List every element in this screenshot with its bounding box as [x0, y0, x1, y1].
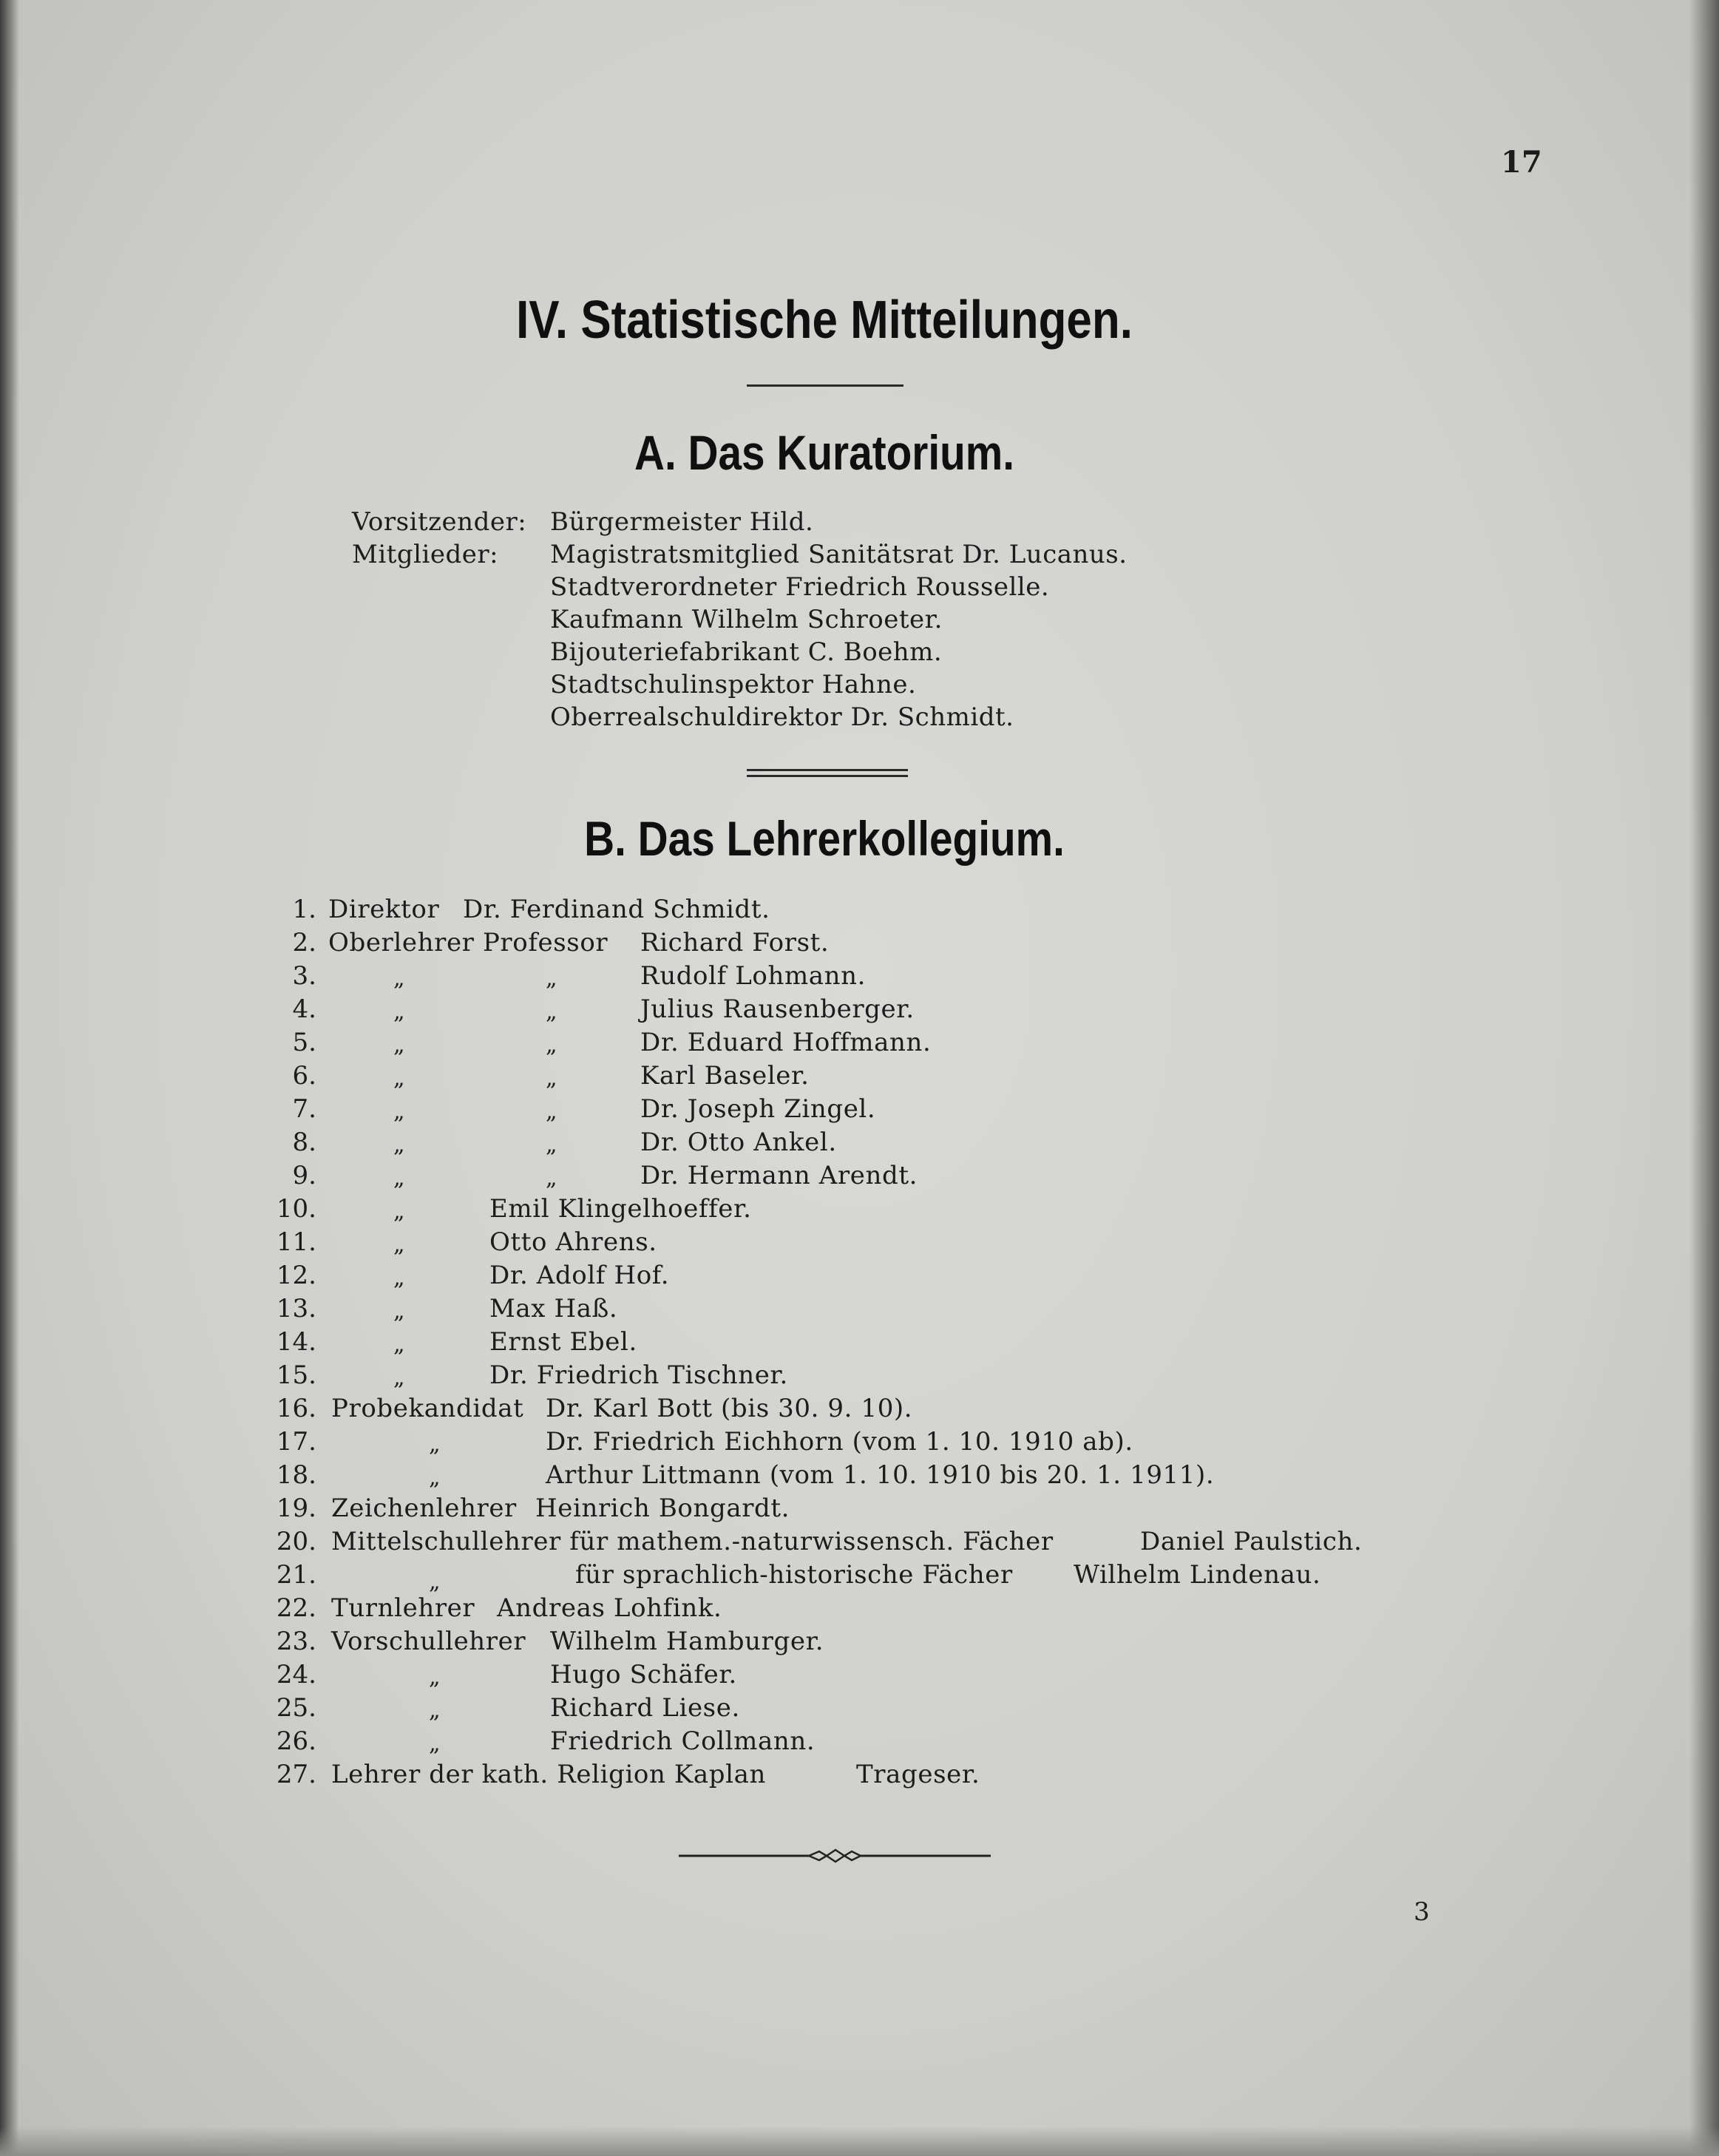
ditto-mark: „ [429, 1431, 441, 1457]
teacher-name: Rudolf Lohmann. [640, 961, 867, 991]
member-item: Oberrealschuldirektor Dr. Schmidt. [550, 702, 1014, 732]
teacher-title: Turnlehrer [331, 1593, 475, 1623]
teacher-name: Hugo Schäfer. [550, 1660, 737, 1689]
teacher-number: 5. [292, 1028, 316, 1057]
ditto-mark: „ [393, 1332, 405, 1357]
teacher-name: Dr. Friedrich Eichhorn (vom 1. 10. 1910 ab). [546, 1427, 1133, 1457]
teacher-name: Dr. Otto Ankel. [640, 1128, 837, 1157]
divider-rule [747, 775, 908, 777]
ditto-mark: „ [393, 966, 405, 991]
teacher-name: Dr. Karl Bott (bis 30. 9. 10). [546, 1394, 913, 1423]
ditto-mark: „ [429, 1731, 441, 1757]
teacher-name: Ernst Ebel. [489, 1327, 637, 1357]
teacher-number: 9. [292, 1161, 316, 1190]
teacher-name: Dr. Hermann Arendt. [640, 1161, 918, 1190]
ditto-mark: „ [546, 966, 557, 991]
teacher-name: Dr. Ferdinand Schmidt. [463, 895, 770, 924]
teacher-number: 11. [276, 1227, 316, 1257]
member-item: Stadtschulinspektor Hahne. [550, 670, 917, 699]
divider-rule [747, 384, 903, 387]
teacher-name: Dr. Friedrich Tischner. [489, 1360, 788, 1390]
teacher-number: 22. [276, 1593, 316, 1623]
ditto-mark: „ [546, 1032, 557, 1058]
teacher-name: Otto Ahrens. [489, 1227, 657, 1257]
divider-rule [747, 769, 908, 771]
ornament-knot [809, 1850, 861, 1862]
ditto-mark: „ [546, 1065, 557, 1091]
member-item: Bijouteriefabrikant C. Boehm. [550, 637, 943, 667]
member-item: Stadtverordneter Friedrich Rousselle. [550, 572, 1050, 602]
ditto-mark: „ [393, 1298, 405, 1324]
teacher-number: 17. [276, 1427, 316, 1457]
chair-name: Bürgermeister Hild. [550, 507, 814, 537]
teacher-name: Dr. Eduard Hoffmann. [640, 1028, 932, 1057]
teacher-name: Daniel Paulstich. [1140, 1527, 1363, 1556]
teacher-name: Dr. Adolf Hof. [489, 1261, 670, 1290]
teacher-number: 18. [276, 1460, 316, 1490]
ditto-mark: „ [546, 1165, 557, 1191]
teacher-number: 16. [276, 1394, 316, 1423]
teacher-name: Max Haß. [489, 1294, 618, 1323]
section-b-heading: B. Das Lehrerkollegium. [584, 811, 1065, 866]
teacher-number: 20. [276, 1527, 316, 1556]
ditto-mark: „ [393, 1132, 405, 1158]
teacher-title: Lehrer der kath. Religion Kaplan [331, 1760, 766, 1789]
teacher-title: Zeichenlehrer [331, 1494, 517, 1523]
teacher-number: 13. [276, 1294, 316, 1323]
teacher-name: Andreas Lohfink. [497, 1593, 722, 1623]
teacher-number: 21. [276, 1560, 316, 1590]
ditto-mark: „ [429, 1465, 441, 1491]
chair-label: Vorsitzender: [352, 507, 527, 537]
teacher-name: Friedrich Collmann. [550, 1726, 816, 1756]
ditto-mark: „ [393, 1165, 405, 1191]
ditto-mark: „ [393, 1065, 405, 1091]
teacher-name: Arthur Littmann (vom 1. 10. 1910 bis 20. 1. 1911). [546, 1460, 1215, 1490]
teacher-number: 24. [276, 1660, 316, 1689]
teacher-number: 25. [276, 1693, 316, 1723]
members-label: Mitglieder: [352, 540, 499, 569]
teacher-number: 12. [276, 1261, 316, 1290]
ditto-mark: „ [393, 1265, 405, 1291]
teacher-number: 6. [292, 1061, 316, 1091]
sheet-number: 3 [1414, 1897, 1430, 1927]
teacher-name: Heinrich Bongardt. [535, 1494, 790, 1523]
teacher-number: 7. [292, 1094, 316, 1124]
teacher-number: 4. [292, 994, 316, 1024]
end-ornament [679, 1847, 991, 1865]
ditto-mark: „ [429, 1664, 441, 1690]
ditto-mark: „ [393, 1365, 405, 1391]
teacher-number: 3. [292, 961, 316, 991]
teacher-title: Oberlehrer Professor [328, 928, 608, 957]
teacher-number: 14. [276, 1327, 316, 1357]
teacher-title: für sprachlich-historische Fächer [575, 1560, 1013, 1590]
teacher-name: Trageser. [856, 1760, 980, 1789]
teacher-title: Mittelschullehrer für mathem.-naturwissensch. Fächer [331, 1527, 1054, 1556]
ditto-mark: „ [393, 1032, 405, 1058]
teacher-name: Richard Forst. [640, 928, 830, 957]
ditto-mark: „ [429, 1569, 441, 1595]
teacher-name: Emil Klingelhoeffer. [489, 1194, 752, 1224]
teacher-number: 8. [292, 1128, 316, 1157]
teacher-name: Richard Liese. [550, 1693, 740, 1723]
teacher-name: Karl Baseler. [640, 1061, 810, 1091]
scan-edge-right [1689, 0, 1719, 2156]
scan-edge-bottom [0, 2126, 1719, 2156]
ditto-mark: „ [546, 1132, 557, 1158]
teacher-number: 15. [276, 1360, 316, 1390]
teacher-number: 19. [276, 1494, 316, 1523]
ditto-mark: „ [393, 999, 405, 1025]
teacher-number: 2. [292, 928, 316, 957]
ditto-mark: „ [393, 1199, 405, 1224]
ditto-mark: „ [429, 1698, 441, 1723]
teacher-name: Dr. Joseph Zingel. [640, 1094, 876, 1124]
page-number: 17 [1501, 145, 1542, 180]
ditto-mark: „ [546, 999, 557, 1025]
teacher-title: Direktor [328, 895, 440, 924]
ditto-mark: „ [393, 1099, 405, 1125]
teacher-number: 23. [276, 1627, 316, 1656]
teacher-number: 27. [276, 1760, 316, 1789]
teacher-name: Julius Rausenberger. [640, 994, 915, 1024]
page-title: IV. Statistische Mitteilungen. [516, 291, 1133, 350]
scan-edge-left [0, 0, 19, 2156]
ditto-mark: „ [546, 1099, 557, 1125]
section-a-heading: A. Das Kuratorium. [634, 425, 1015, 480]
teacher-name: Wilhelm Hamburger. [550, 1627, 824, 1656]
teacher-number: 1. [292, 895, 316, 924]
member-item: Kaufmann Wilhelm Schroeter. [550, 605, 943, 634]
teacher-number: 10. [276, 1194, 316, 1224]
member-item: Magistratsmitglied Sanitätsrat Dr. Lucanus. [550, 540, 1128, 569]
teacher-number: 26. [276, 1726, 316, 1756]
teacher-title: Probekandidat [331, 1394, 524, 1423]
teacher-title: Vorschullehrer [331, 1627, 526, 1656]
ditto-mark: „ [393, 1232, 405, 1258]
teacher-name: Wilhelm Lindenau. [1074, 1560, 1321, 1590]
